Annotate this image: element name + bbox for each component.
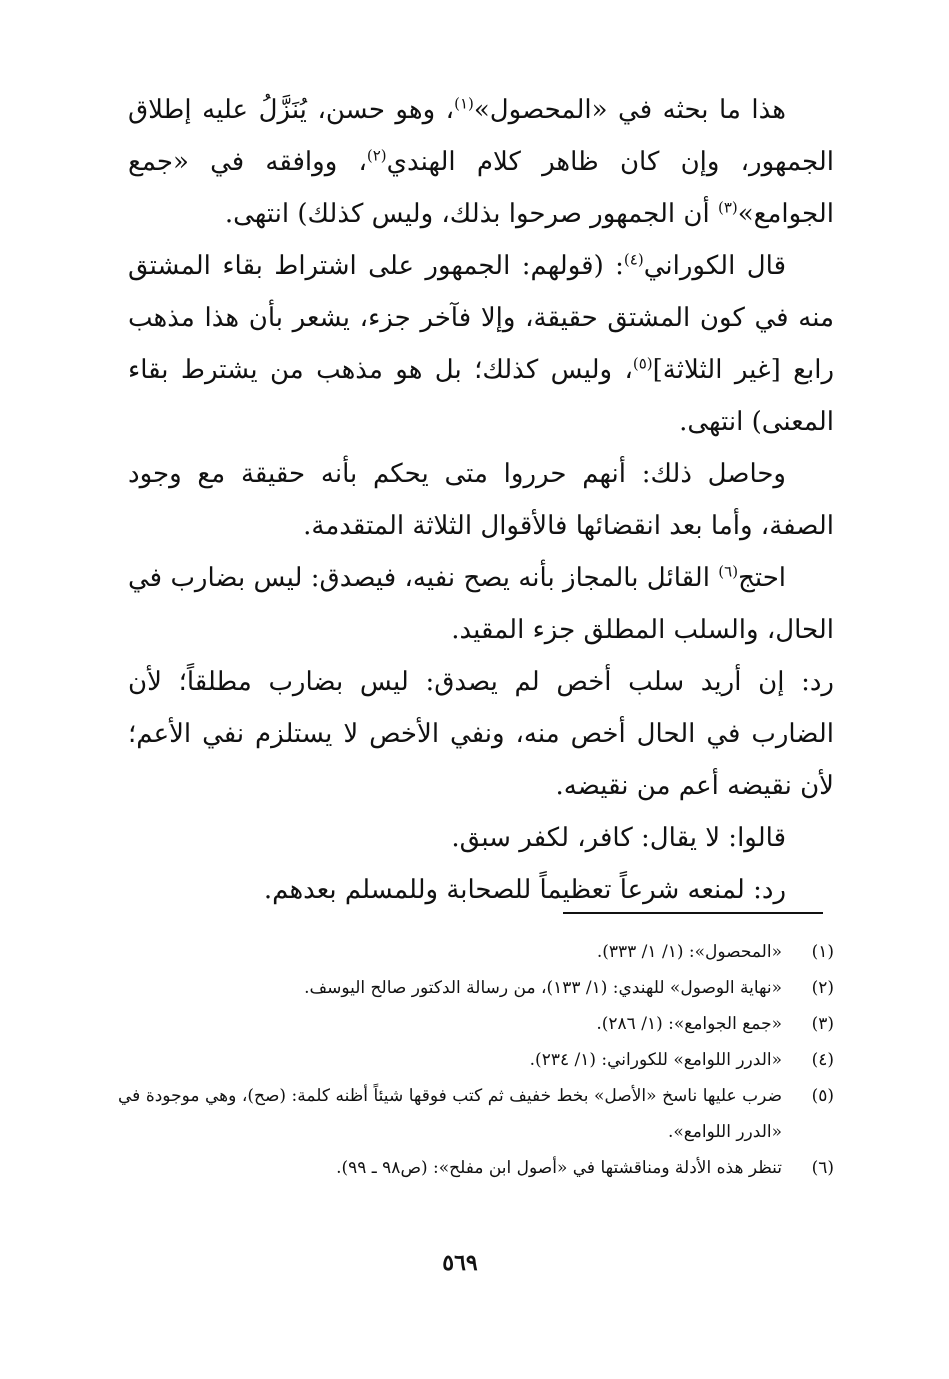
footnote-1 xyxy=(118,934,834,970)
footnote-4 xyxy=(118,1042,834,1078)
footnote-number: (٥) xyxy=(811,1086,834,1106)
paragraph-text: ، وهو حسن، يُنَزَّلُ عليه إطلاق الجمهور، وإن كان ظاهر كلام الهندي xyxy=(128,95,834,177)
footnote-number: (٢) xyxy=(811,978,834,998)
footnote-2 xyxy=(118,970,834,1006)
footnote-marker: (٦) xyxy=(718,562,739,581)
paragraph-text: احتج xyxy=(738,563,786,593)
footnote-5 xyxy=(118,1078,834,1150)
footnote-text: «نهاية الوصول» للهندي: (١/ ١٣٣)، من رسالة الدكتور صالح اليوسف. xyxy=(304,978,782,998)
footnote-number: (٦) xyxy=(811,1158,834,1178)
paragraph-text: : (قولهم: الجمهور على اشتراط بقاء المشتق منه في كون المشتق حقيقة، وإلا فآخر جزء، يشعر بأن هذا مذهب رابع [غير الثلاثة] xyxy=(128,251,834,385)
footnote-text: «جمع الجوامع»: (١/ ٢٨٦). xyxy=(596,1014,782,1034)
footnote-text: تنظر هذه الأدلة ومناقشتها في «أصول ابن مفلح»: (ص٩٨ ـ ٩٩). xyxy=(336,1158,782,1178)
paragraph-text: القائل بالمجاز بأنه يصح نفيه، فيصدق: ليس بضارب في الحال، والسلب المطلق جزء المقيد. xyxy=(128,563,834,645)
paragraph-6 xyxy=(128,812,834,864)
paragraph-text: ، وليس كذلك؛ بل هو مذهب من يشترط بقاء المعنى) انتهى. xyxy=(128,355,834,437)
footnote-text: ضرب عليها ناسخ «الأصل» بخط خفيف ثم كتب فوقها شيئاً أظنه كلمة: (صح)، وهي موجودة في «الدرر اللوامع». xyxy=(118,1086,782,1142)
paragraph-text: رد: إن أريد سلب أخص لم يصدق: ليس بضارب مطلقاً؛ لأن الضارب في الحال أخص منه، ونفي الأخص لا يستلزم نفي الأعم؛ لأن نقيضه أعم من نقيضه. xyxy=(128,667,834,801)
paragraph-text: ، ووافقه في «جمع الجوامع» xyxy=(128,147,834,229)
footnotes xyxy=(118,934,834,1186)
paragraph-text: قال الكوراني xyxy=(643,251,786,281)
paragraph-text: رد: لمنعه شرعاً تعظيماً للصحابة وللمسلم بعدهم. xyxy=(263,875,786,905)
paragraph-5 xyxy=(128,656,834,812)
footnote-number: (٤) xyxy=(811,1050,834,1070)
footnote-number: (٣) xyxy=(811,1014,834,1034)
paragraph-1 xyxy=(128,84,834,240)
page-number: ٥٦٩ xyxy=(442,1250,478,1276)
footnote-marker: (٥) xyxy=(632,354,653,373)
footnote-marker: (٢) xyxy=(366,146,387,165)
paragraph-2 xyxy=(128,240,834,448)
footnote-3 xyxy=(118,1006,834,1042)
paragraph-4 xyxy=(128,552,834,656)
footnote-marker: (٤) xyxy=(623,250,644,269)
paragraph-text: أن الجمهور صرحوا بذلك، وليس كذلك) انتهى. xyxy=(224,199,718,229)
paragraph-7 xyxy=(128,864,834,916)
footnote-marker: (٣) xyxy=(717,198,738,217)
paragraph-text: قالوا: لا يقال: كافر، لكفر سبق. xyxy=(451,823,786,853)
footnote-6 xyxy=(118,1150,834,1186)
footnote-number: (١) xyxy=(811,942,834,962)
main-text xyxy=(128,84,834,916)
paragraph-text: وحاصل ذلك: أنهم حرروا متى يحكم بأنه حقيقة مع وجود الصفة، وأما بعد انقضائها فالأقوال الثلاثة المتقدمة. xyxy=(128,459,834,541)
footnote-text: «الدرر اللوامع» للكوراني: (١/ ٢٣٤). xyxy=(529,1050,782,1070)
footnote-text: «المحصول»: (١/ ١/ ٣٣٣). xyxy=(596,942,782,962)
footnote-marker: (١) xyxy=(454,94,474,113)
paragraph-text: هذا ما بحثه في «المحصول» xyxy=(473,95,786,125)
paragraph-3 xyxy=(128,448,834,552)
footnote-separator xyxy=(563,912,823,914)
